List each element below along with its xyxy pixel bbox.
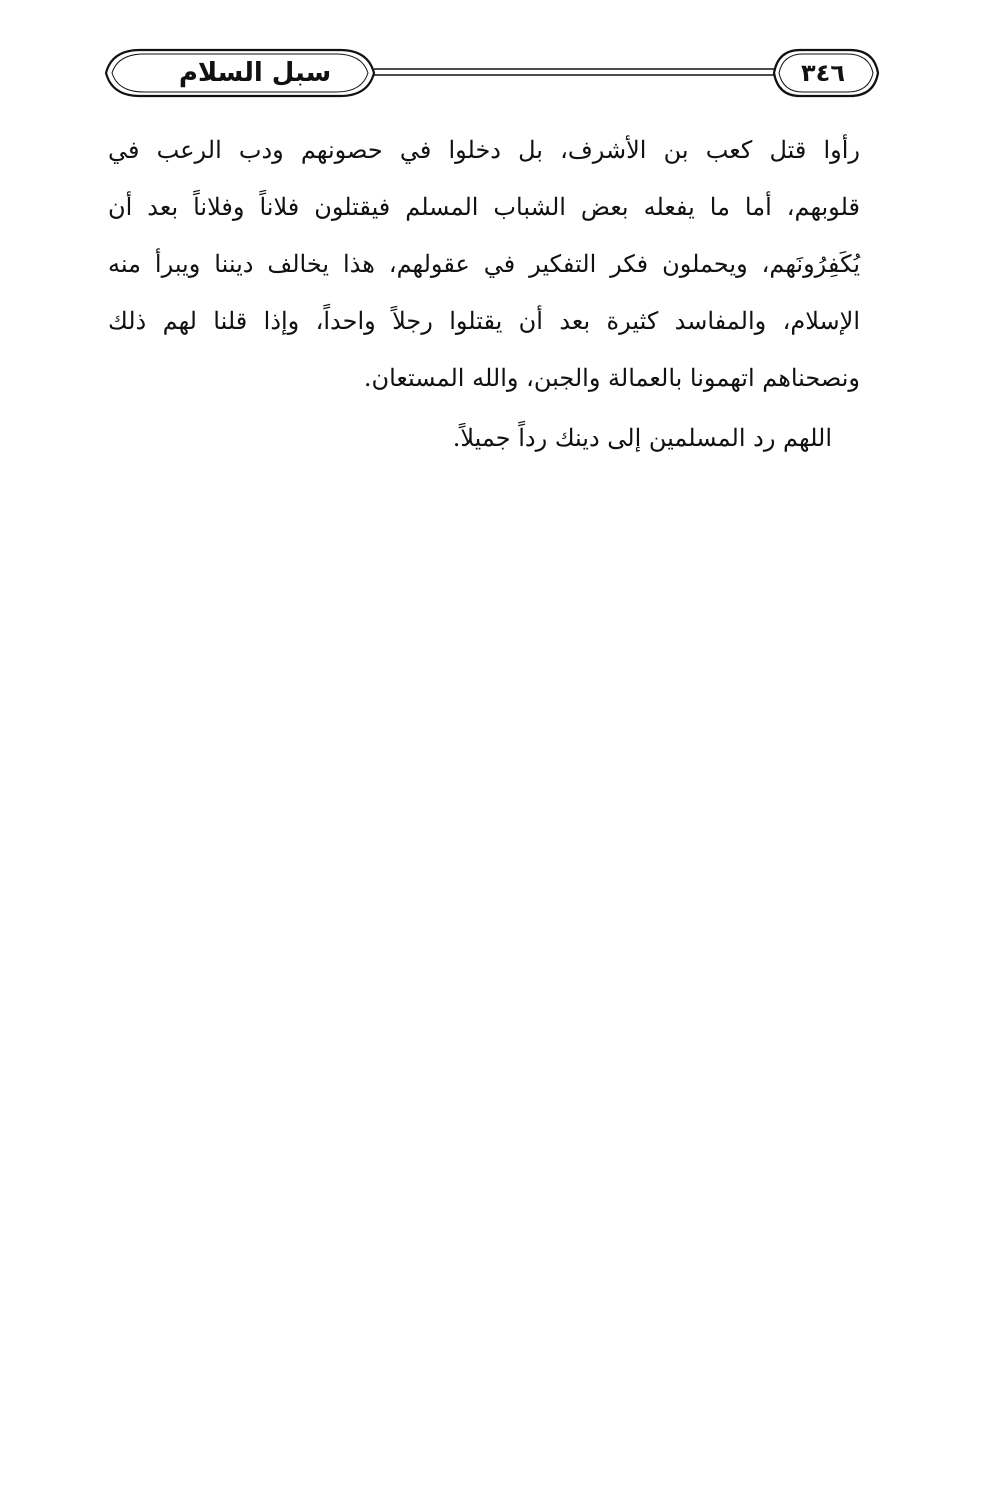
text-line-3: يُكَفِرُونَهم، ويحملون فكر التفكير في عقولهم، هذا يخالف ديننا ويبرأ منه: [108, 250, 860, 278]
page-header: [100, 46, 880, 100]
text-line-5: ونصحناهم اتهمونا بالعمالة والجبن، والله المستعان.: [363, 364, 860, 392]
running-title: سبل السلام: [178, 58, 332, 88]
text-line-4: الإسلام، والمفاسد كثيرة بعد أن يقتلوا رجلاً واحداً، وإذا قلنا لهم ذلك: [108, 307, 861, 335]
body-paragraph: [108, 122, 860, 407]
text-line-2: قلوبهم، أما ما يفعله بعض الشباب المسلم فيقتلون فلاناً وفلاناً بعد أن: [108, 193, 860, 221]
page-number: ٣٤٦: [801, 59, 845, 87]
text-line-1: رأوا قتل كعب بن الأشرف، بل دخلوا في حصونهم ودب الرعب في: [108, 136, 860, 164]
closing-prayer: اللهم رد المسلمين إلى دينك رداً جميلاً.: [452, 424, 832, 452]
